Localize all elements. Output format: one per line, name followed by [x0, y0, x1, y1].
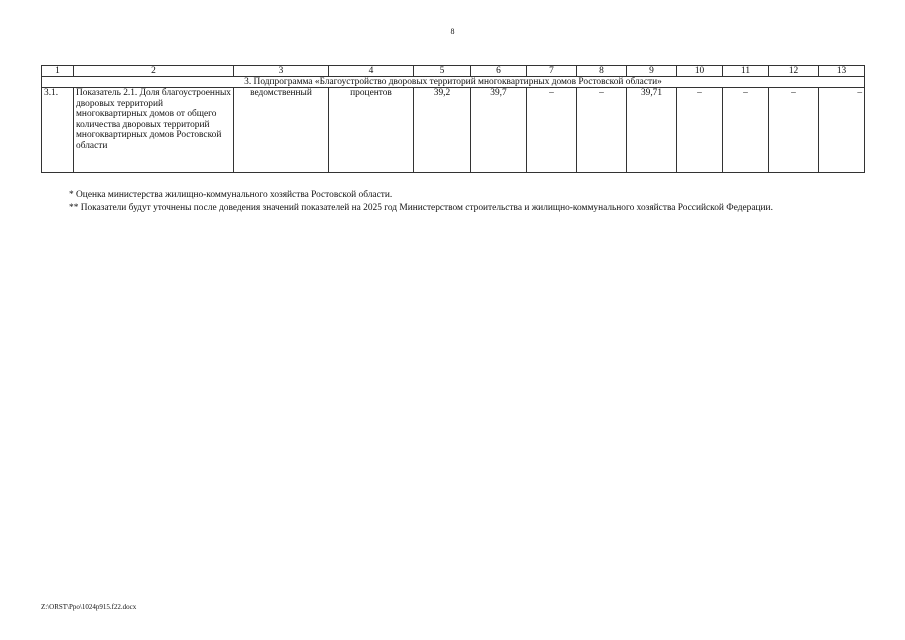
header-cell: 8: [577, 66, 627, 77]
unit-of-measure: процентов: [329, 88, 414, 173]
subprogram-row: [42, 77, 865, 88]
value-col-12: –: [769, 88, 819, 173]
file-path: Z:\ORST\Ppo\1024p915.f22.docx: [41, 603, 137, 611]
header-cell: 1: [42, 66, 74, 77]
value-col-8: –: [577, 88, 627, 173]
table-row: [42, 88, 865, 173]
header-cell: 13: [819, 66, 865, 77]
value-col-6: 39,7: [471, 88, 527, 173]
header-cell: 4: [329, 66, 414, 77]
header-cell: 3: [234, 66, 329, 77]
table-header-row: [42, 66, 865, 77]
header-cell: 9: [627, 66, 677, 77]
header-cell: 2: [74, 66, 234, 77]
value-col-9: 39,71: [627, 88, 677, 173]
value-col-5: 39,2: [414, 88, 471, 173]
header-cell: 7: [527, 66, 577, 77]
header-cell: 11: [723, 66, 769, 77]
row-number: 3.1.: [42, 88, 74, 173]
header-cell: 6: [471, 66, 527, 77]
footnote-2: ** Показатели будут уточнены после доведения значений показателей на 2025 год Министерством строительства и жилищно-коммунального хозяйства Российской Федерации.: [69, 202, 773, 213]
value-col-10: –: [677, 88, 723, 173]
value-col-7: –: [527, 88, 577, 173]
indicators-table: [41, 65, 865, 173]
indicator-name: Показатель 2.1. Доля благоустроенных дворовых территорий многоквартирных домов от общего количества дворовых территорий многоквартирных домов Ростовской области: [74, 88, 234, 173]
footnote-1: * Оценка министерства жилищно-коммунального хозяйства Ростовской области.: [69, 190, 393, 200]
value-col-13: –: [819, 88, 865, 173]
header-cell: 12: [769, 66, 819, 77]
header-cell: 5: [414, 66, 471, 77]
header-cell: 10: [677, 66, 723, 77]
footnotes: [41, 189, 863, 214]
page-number: 8: [450, 27, 455, 36]
indicator-type: ведомственный: [234, 88, 329, 173]
value-col-11: –: [723, 88, 769, 173]
subprogram-title: 3. Подпрограмма «Благоустройство дворовых территорий многоквартирных домов Ростовской области»: [42, 77, 865, 88]
